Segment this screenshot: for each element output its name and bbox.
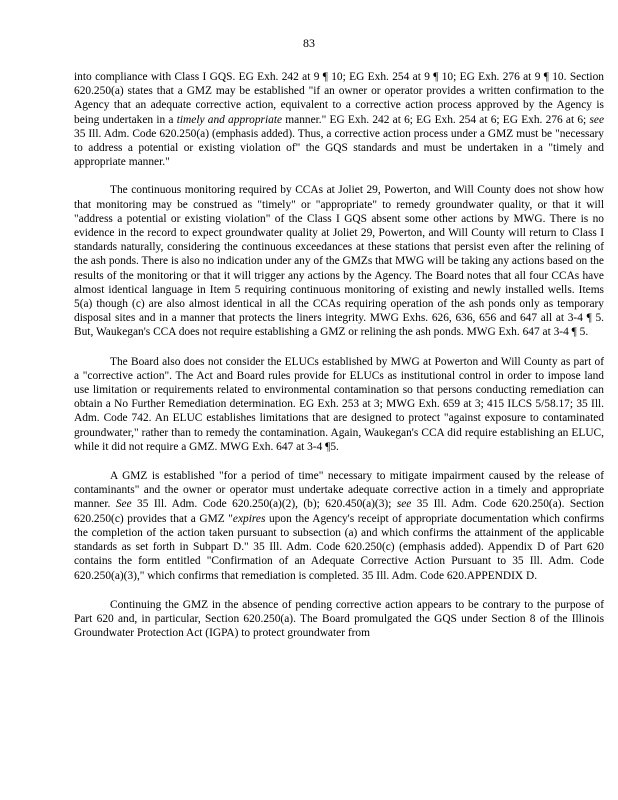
emphasized-text: timely and appropriate xyxy=(176,113,283,126)
text-run: 35 Ill. Adm. Code 620.250(a) (emphasis added). Thus, a corrective action process under a GMZ must be "necessary to address a potential or existing violation of" the GQS standards and must be undertaken in a "timely and appropriate manner." xyxy=(74,127,604,169)
emphasized-text: See xyxy=(115,498,132,511)
text-run: Continuing the GMZ in the absence of pending corrective action appears to be contrary to the purpose of Part 620 and, in particular, Section 620.250(a). The Board promulgated the GQS under Section 8 of the Illinois Groundwater Protection Act (IGPA) to protect groundwater from xyxy=(74,598,604,640)
emphasized-text: expires xyxy=(232,512,266,525)
paragraph xyxy=(74,183,604,339)
paragraph xyxy=(74,355,604,454)
text-run: manner." EG Exh. 242 at 6; EG Exh. 254 at 6; EG Exh. 276 at 6; xyxy=(282,113,590,126)
text-run: A GMZ is established "for a period of time" necessary to mitigate impairment caused by the release of contaminants" and the owner or operator must undertake adequate corrective action in a timely and appropriate manner. xyxy=(74,470,604,511)
text-run: into compliance with Class I GQS. EG Exh. 242 at 9 ¶ 10; EG Exh. 254 at 9 ¶ 10; EG Exh. 276 at 9 ¶ 10. Section 620.250(a) states that a GMZ may be established "if an owner or operator provides a written confirmation to the Agency that an adequate corrective action, equivalent to a corrective action process approved by the Agency is being undertaken in a xyxy=(74,71,604,126)
emphasized-text: see xyxy=(589,113,604,126)
paragraph xyxy=(74,70,604,169)
paragraph xyxy=(74,598,604,641)
body-text xyxy=(74,70,604,655)
text-run: upon the Agency's receipt of appropriate documentation which confirms the completion of the action taken pursuant to subsection (a) and which confirms the attainment of the applicable standards as set forth in Subpart D." 35 Ill. Adm. Code 620.250(c) (emphasis added). Appendix D of Part 620 contains the form entitled "Confirmation of an Adequate Corrective Action Pursuant to 35 Ill. Adm. Code 620.250(a)(3)," which confirms that remediation is completed. 35 Ill. Adm. Code 620.APPENDIX D. xyxy=(74,512,604,582)
text-run: 35 Ill. Adm. Code 620.250(a)(2), (b); 620.450(a)(3); xyxy=(131,498,397,511)
paragraph xyxy=(74,469,604,583)
page-number: 83 xyxy=(303,36,315,50)
emphasized-text: see xyxy=(396,498,412,511)
text-run: The Board also does not consider the ELUCs established by MWG at Powerton and Will County as part of a "corrective action". The Act and Board rules provide for ELUCs as institutional control in order to impose land use limitation or requirements related to environmental contamination so that persons conducting remediation can obtain a No Further Remediation determination. EG Exh. 253 at 3; MWG Exh. 659 at 3; 415 ILCS 5/58.17; 35 Ill. Adm. Code 742. An ELUC establishes limitations that are designed to protect "against exposure to contaminated groundwater," rather than to remedy the contamination. Again, Waukegan's CCA did require establishing an ELUC, while it did not require a GMZ. MWG Exh. 647 at 3-4 ¶5. xyxy=(74,355,604,453)
text-run: The continuous monitoring required by CCAs at Joliet 29, Powerton, and Will County does not show how that monitoring may be construed as "timely" or "appropriate" to remedy groundwater quality, or that it will "address a potential or existing violation" of the Class I GQS absent some other actions by MWG. There is no evidence in the record to expect groundwater quality at Joliet 29, Powerton, and Will County will return to Class I standards naturally, considering the continuous exceedances at these stations that persist even after the relining of the ash ponds. There is also no indication under any of the GMZs that MWG will be taking any actions based on the results of the monitoring or that it will trigger any actions by the Agency. The Board notes that all four CCAs have almost identical language in Item 5 requiring continuous monitoring of existing and newly installed wells. Items 5(a) though (c) are also almost identical in all the CCAs requiring operation of the ash ponds only as temporary disposal sites and in a manner that protects the liners integrity. MWG Exhs. 626, 636, 656 and 647 all at 3-4 ¶ 5. But, Waukegan's CCA does not require establishing a GMZ or relining the ash ponds. MWG Exh. 647 at 3-4 ¶ 5. xyxy=(74,184,604,339)
text-run: 35 Ill. Adm. Code 620.250(a). Section 620.250(c) provides that a GMZ " xyxy=(74,498,605,525)
